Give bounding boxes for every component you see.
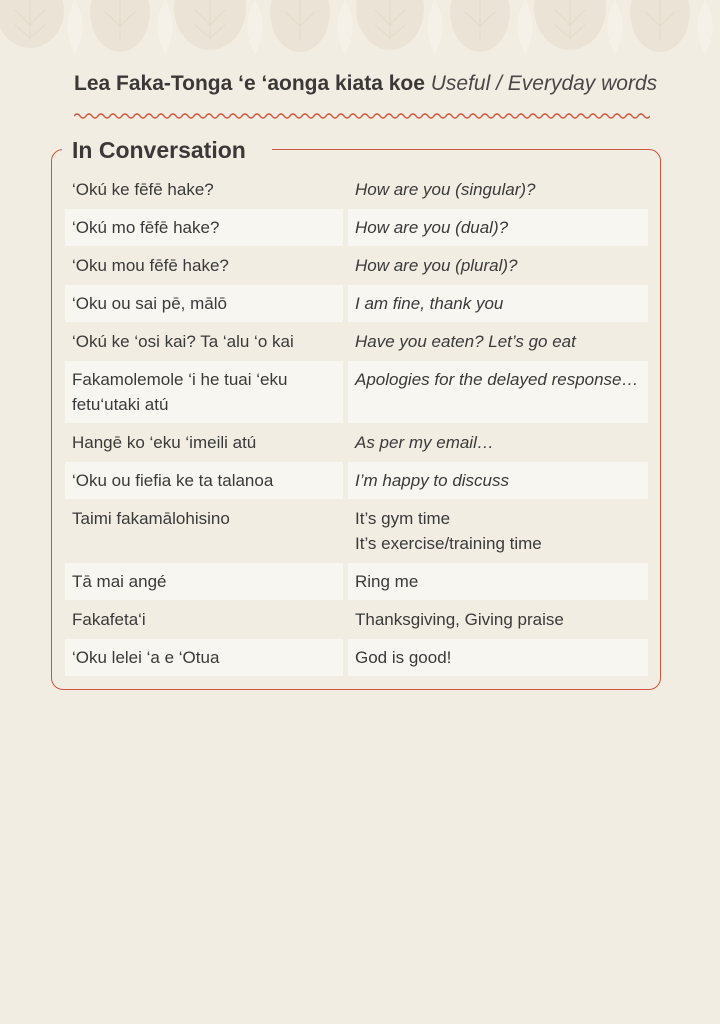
english-translation-line: I’m happy to discuss — [355, 471, 510, 490]
section-title: In Conversation — [62, 135, 272, 165]
tongan-phrase: Fakafeta‘i — [72, 610, 146, 629]
phrase-row — [65, 361, 648, 423]
english-translation — [348, 639, 648, 676]
phrase-row — [65, 323, 648, 360]
phrase-row — [65, 209, 648, 246]
english-translation-line: It’s gym time — [355, 509, 451, 528]
english-translation-line: Ring me — [355, 572, 419, 591]
tongan-phrase: ‘Okú ke fēfē hake? — [72, 180, 214, 199]
english-translation-line: How are you (singular)? — [355, 180, 536, 199]
english-translation — [348, 171, 648, 208]
english-translation — [348, 209, 648, 246]
english-translation — [348, 424, 648, 461]
phrase-row — [65, 247, 648, 284]
english-translation-line: How are you (plural)? — [355, 256, 518, 275]
english-translation — [348, 601, 648, 638]
tongan-phrase: ‘Oku ou fiefia ke ta talanoa — [65, 462, 343, 499]
english-translation-line-2: It’s exercise/training time — [355, 534, 542, 553]
phrase-row — [65, 424, 648, 461]
english-translation-line: God is good! — [355, 648, 452, 667]
english-translation-line: As per my email… — [355, 433, 494, 452]
page-title-english: Useful / Everyday words — [430, 72, 658, 95]
tongan-phrase: ‘Oku lelei ‘a e ‘Otua — [65, 639, 343, 676]
tongan-phrase: Hangē ko ‘eku ‘imeili atú — [72, 433, 257, 452]
english-translation-line: Thanksgiving, Giving praise — [355, 610, 564, 629]
tongan-phrase: ‘Okú ke ‘osi kai? Ta ‘alu ‘o kai — [72, 332, 294, 351]
english-translation — [348, 462, 648, 499]
english-translation — [348, 361, 648, 423]
wavy-divider — [74, 110, 650, 122]
decorative-tapa-pattern — [0, 0, 720, 60]
english-translation — [348, 323, 648, 360]
english-translation — [348, 563, 648, 600]
phrase-row — [65, 462, 648, 499]
tongan-phrase: Taimi fakamālohisino — [72, 509, 230, 528]
tongan-phrase: Tā mai angé — [65, 563, 343, 600]
page-title — [74, 70, 674, 98]
english-translation-line: I am fine, thank you — [355, 294, 504, 313]
tongan-phrase: ‘Okú mo fēfē hake? — [65, 209, 343, 246]
tongan-phrase: ‘Oku mou fēfē hake? — [72, 256, 229, 275]
phrase-row — [65, 601, 648, 638]
english-translation — [348, 500, 648, 562]
page-title-tongan: Lea Faka-Tonga ‘e ‘aonga kiata koe — [74, 72, 425, 95]
phrase-row — [65, 171, 648, 208]
phrase-row — [65, 639, 648, 676]
tongan-phrase: ‘Oku ou sai pē, mālō — [65, 285, 343, 322]
english-translation — [348, 247, 648, 284]
phrase-row — [65, 563, 648, 600]
phrase-row — [65, 285, 648, 322]
english-translation-line: How are you (dual)? — [355, 218, 509, 237]
english-translation-line: Apologies for the delayed response… — [355, 370, 639, 389]
phrase-table — [65, 171, 648, 677]
tongan-phrase: Fakamolemole ‘i he tuai ‘eku fetu‘utaki atú — [65, 361, 343, 423]
english-translation-line: Have you eaten? Let’s go eat — [355, 332, 576, 351]
english-translation — [348, 285, 648, 322]
phrase-row — [65, 500, 648, 562]
